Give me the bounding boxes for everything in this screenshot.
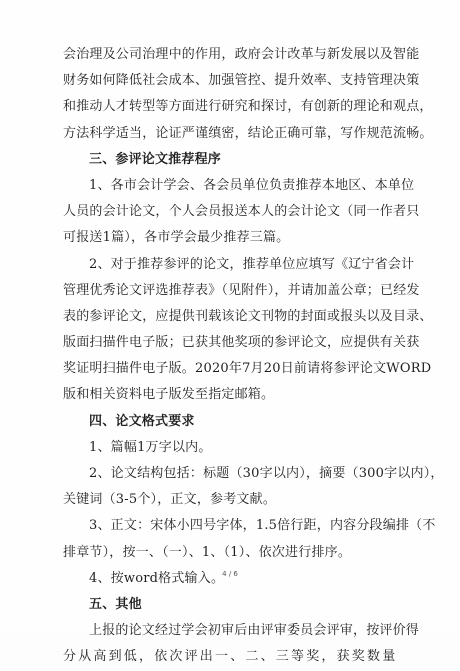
section-heading-other: 五、其他 [89,596,142,612]
paragraph-line: 关键词（3-5个），正文，参考文献。 [63,492,277,508]
paragraph-line: 1、篇幅1万字以内。 [89,439,212,455]
paragraph-line: 和推动人才转型等方面进行研究和探讨，有创新的理论和观点， [63,99,433,115]
page-number: 4 / 6 [222,570,238,578]
paragraph-line: 版面扫描件电子版；已获其他奖项的参评论文，应提供有关获 [63,335,420,351]
paragraph-line: 排章节），按一、（一）、1、（1）、依次进行排序。 [63,544,352,560]
paragraph-line: 4、按word格式输入。 [89,570,225,586]
paragraph-line: 表的参评论文，应提供刊载该论文刊物的封面或报头以及目录、 [63,308,433,324]
paragraph-line: 分从高到低，依次评出一、二、三等奖，获奖数量 [63,649,398,665]
paragraph-line: 管理优秀论文评选推荐表》（见附件），并请加盖公章；已经发 [63,282,420,298]
paragraph-line: 奖证明扫描件电子版。2020年7月20日前请将参评论文WORD [63,361,432,377]
paragraph-line: 方法科学适当，论证严谨缜密，结论正确可靠，写作规范流畅。 [63,125,433,141]
paragraph-line: 2、论文结构包括：标题（30字以内），摘要（300字以内）， [89,466,444,481]
paragraph-line: 财务如何降低社会成本、加强管控、提升效率、支持管理决策 [63,73,420,89]
paragraph-line: 3、正文：宋体小四号字体，1.5倍行距，内容分段编排（不 [89,518,436,534]
paragraph-line: 2、对于推荐参评的论文，推荐单位应填写《辽宁省会计 [89,256,415,272]
paragraph-line: 1、各市会计学会、各会员单位负责推荐本地区、本单位 [89,177,415,193]
paragraph-line: 上报的论文经过学会初审后由评审委员会评审，按评价得 [89,623,420,639]
paragraph-line: 可报送1篇），各市学会最少推荐三篇。 [63,230,290,246]
section-heading-format-requirements: 四、论文格式要求 [89,413,195,429]
paragraph-line: 人员的会计论文，个人会员报送本人的会计论文（同一作者只 [63,204,420,220]
section-heading-recommendation-procedure: 三、参评论文推荐程序 [89,151,222,167]
paragraph-line: 会治理及公司治理中的作用，政府会计改革与新发展以及智能 [63,47,420,62]
paragraph-line: 版和相关资料电子版发至指定邮箱。 [63,387,275,403]
